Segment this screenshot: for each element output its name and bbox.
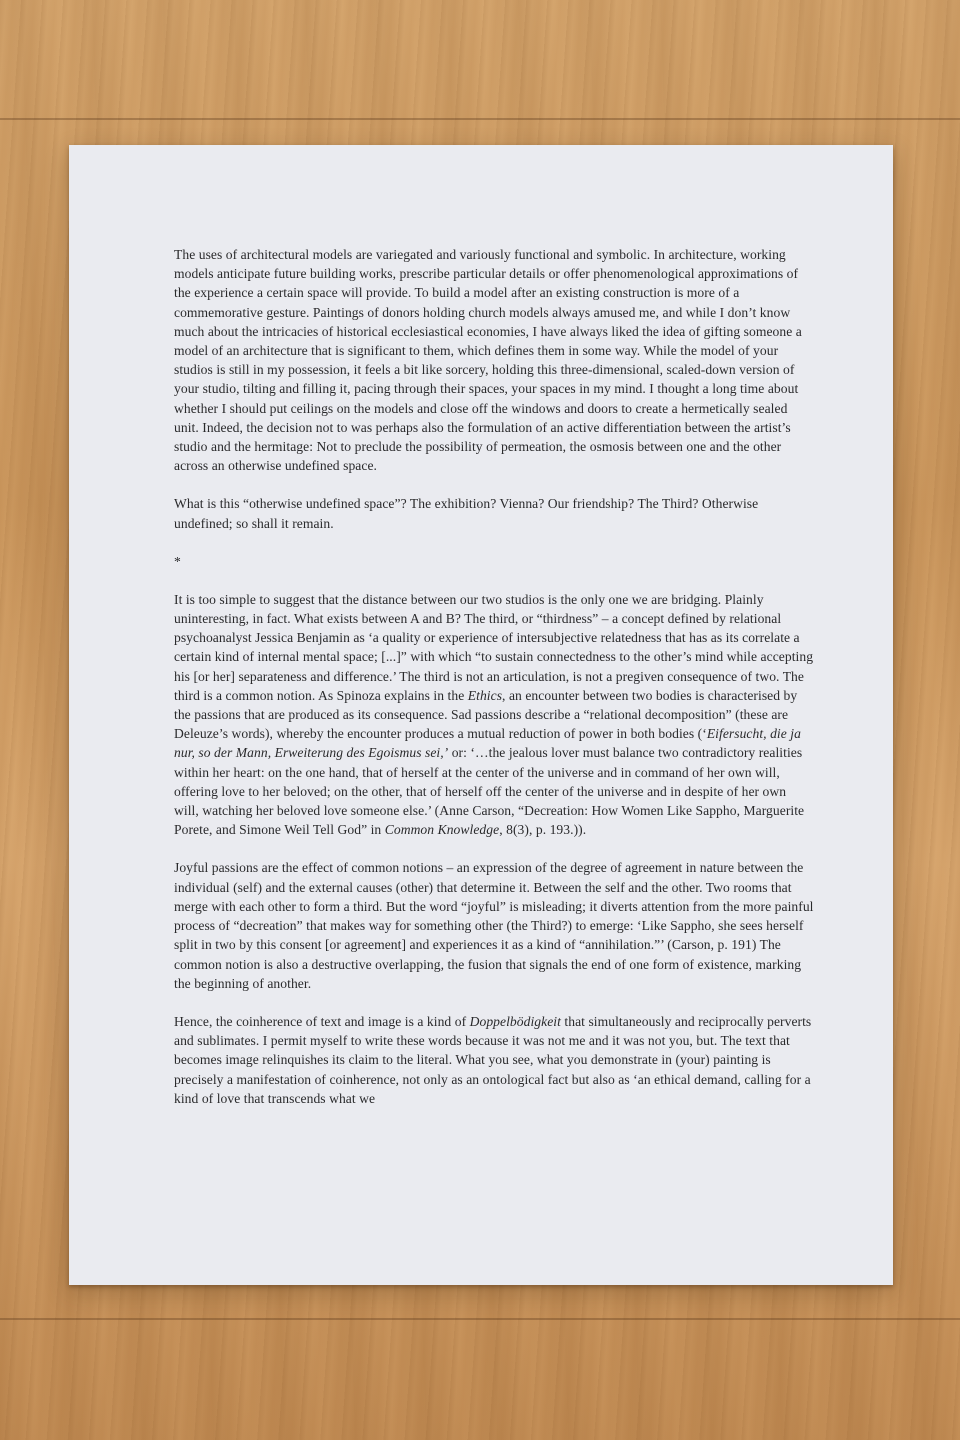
paragraph-architectural-models: The uses of architectural models are variegated and variously functional and symbolic. In architecture, working models anticipate future building works, prescribe particular details or offer phenomenological approximations of the experience a certain space will provide. To build a model after an existing construction is more of a commemorative gesture. Paintings of donors holding church models always amused me, and while I don’t know much about the intricacies of historical ecclesiastical economies, I have always liked the idea of gifting someone a model of an architecture that is significant to them, which defines them in some way. While the model of your studios is still in my possession, it feels a bit like sorcery, holding this three-dimensional, scaled-down version of your studio, tilting and filling it, pacing through their spaces, your spaces in my mind. I thought a long time about whether I should put ceilings on the models and close off the windows and doors to create a hermetically sealed unit. Indeed, the decision not to was perhaps also the formulation of an active differentiation between the artist’s studio and the hermitage: Not to preclude the possibility of permeation, the osmosis between one and the other across an otherwise undefined space. [174,247,802,474]
paragraph-joyful-passions: Joyful passions are the effect of common notions – an expression of the degree of agreement in nature between the individual (self) and the external causes (other) that determine it. Between the self and the other. Two rooms that merge with each other to form a third. But the word “joyful” is misleading; it diverts attention from the more painful process of “decreation” that makes way for something other (the Third?) to emerge: ‘Like Sappho, she sees herself split in two by this consent [or agreement] and experiences it as a kind of “annihilation.”’ (Carson, p. 191) The common notion is also a destructive overlapping, the fusion that signals the end of one form of existence, marking the beginning of another. [174,860,814,991]
italic-german-quote: Eifersucht, die ja nur, so der Mann, Erweiterung des Egoismus sei,’ [174,726,801,761]
table-board-seam [0,1318,960,1320]
paragraph-thirdness-text: It is too simple to suggest that the distance between our two studios is the only one we are bridging. Plainly uninteresting, in fact. What exists between A and B? The third, or “thirdness” – a concept defined by relational psychoanalyst Jessica Benjamin as ‘a quality or experience of intersubjective relatedness that has as its correlate a certain kind of internal mental space; [...]” with which “to sustain connectedness to the other’s mind while accepting his [or her] separateness and difference.’ The third is not an articulation, is not a pregiven consequence of two. The third is a common notion. As Spinoza explains in the [174,591,814,703]
italic-common-knowledge: Common Knowledge [384,822,500,838]
table-board-seam [0,118,960,120]
paragraph-thirdness-text: , 8(3), p. 193.)). [499,822,587,838]
section-divider-asterisk: * [174,553,181,569]
paragraph-thirdness [174,590,814,840]
paragraph-thirdness-text: or: ‘…the jealous lover must balance two contradictory realities within her heart: on the one hand, that of herself at the center of the universe and in command of her own will, offering love to her beloved; on the other, that of herself off the center of the universe and in despite of her own will, watching her beloved love someone else.’ (Anne Carson, “Decreation: How Women Like Sappho, Marguerite Porete, and Simone Weil Tell God” in [174,745,805,838]
paragraph-coinherence-text: Hence, the coinherence of text and image is a kind of [174,1013,470,1029]
paragraph-coinherence-text: that simultaneously and reciprocally perverts and sublimates. I permit myself to write these words because it was not me and it was not you, but. The text that becomes image relinquishes its claim to the literal. What you see, what you demonstrate in (your) painting is precisely a manifestation of coinherence, not only as an ontological fact but also as ‘an ethical demand, calling for a kind of love that transcends what we [174,1013,812,1106]
paper-sheet [69,145,893,1285]
paragraph-coinherence [174,1012,814,1108]
paragraph-undefined-space: What is this “otherwise undefined space”? The exhibition? Vienna? Our friendship? The Third? Otherwise undefined; so shall it remain. [174,496,759,531]
paragraph-thirdness-text: , an encounter between two bodies is characterised by the passions that are produced as its consequence. Sad passions describe a “relational decomposition” (these are Deleuze’s words), whereby the encounter produces a mutual reduction of power in both bodies (‘ [174,687,798,742]
italic-ethics: Ethics [467,687,503,703]
italic-doppelbodigkeit: Doppelbödigkeit [469,1013,561,1029]
document-body [174,245,814,1127]
